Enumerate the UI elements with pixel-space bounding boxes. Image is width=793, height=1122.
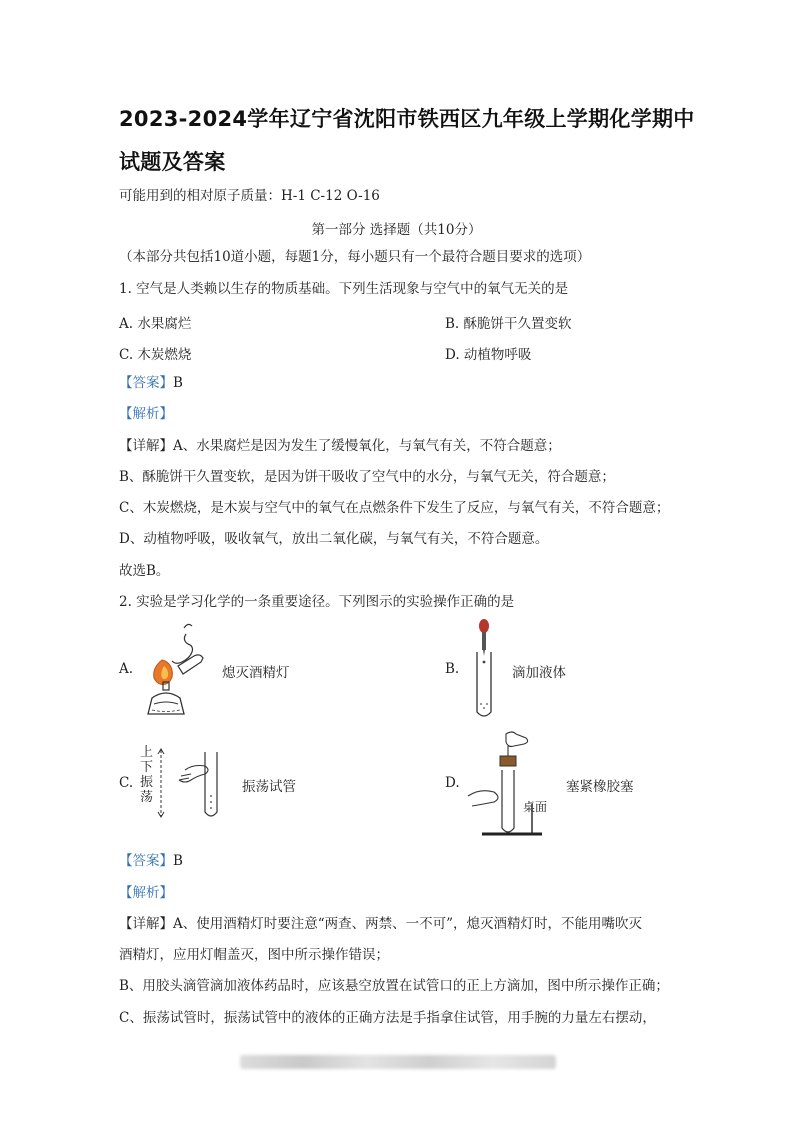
blurred-footer-watermark	[240, 1055, 556, 1069]
q1-option-a: A. 水果腐烂	[119, 316, 192, 332]
q1-analysis-tag: 【解析】	[119, 406, 173, 422]
dropper-tube-figure	[470, 618, 500, 720]
shake-tube-figure	[155, 746, 225, 820]
q2-analysis-tag: 【解析】	[119, 885, 173, 901]
q1-detail-3: C、木炭燃烧，是木炭与空气中的氧气在点燃条件下发生了反应，与氧气有关，不符合题意；	[119, 500, 670, 516]
q2-option-c-label: 振荡试管	[242, 779, 296, 795]
q2-stem: 2. 实验是学习化学的一条重要途径。下列图示的实验操作正确的是	[119, 594, 515, 610]
q1-detail-1: 【详解】A、水果腐烂是因为发生了缓慢氧化，与氧气有关，不符合题意；	[119, 438, 561, 454]
q2-detail-2: 酒精灯，应用灯帽盖灭，图中所示操作错误；	[119, 947, 389, 963]
page-title: 2023-2024学年辽宁省沈阳市铁西区九年级上学期化学期中	[119, 107, 695, 131]
q1-answer	[119, 374, 183, 392]
q2-option-d-label: 塞紧橡胶塞	[566, 779, 634, 795]
q1-conclusion: 故选B。	[119, 563, 170, 579]
shake-direction-label	[140, 745, 156, 805]
q2-answer	[119, 852, 183, 870]
q1-option-d: D. 动植物呼吸	[445, 347, 532, 363]
q2-option-d-letter: D.	[445, 775, 460, 791]
shake-label-swing: 荡	[140, 790, 154, 805]
q2-detail-1: 【详解】A、使用酒精灯时要注意“两查、两禁、一不可”，熄灭酒精灯时，不能用嘴吹灭	[119, 916, 643, 932]
shake-label-up: 上	[140, 745, 154, 760]
shake-label-vibrate: 振	[140, 775, 154, 790]
answer-value: B	[173, 375, 183, 391]
desk-label: 桌面	[523, 800, 548, 814]
q1-detail-4: D、动植物呼吸，吸收氧气，放出二氧化碳，与氧气有关，不符合题意。	[119, 531, 549, 547]
q2-option-c-letter: C.	[119, 775, 134, 791]
q2-option-b-letter: B.	[445, 661, 460, 677]
answer-value: B	[173, 853, 183, 869]
atomic-mass-note: 可能用到的相对原子质量：H-1 C-12 O-16	[119, 188, 380, 204]
answer-tag: 【答案】	[119, 853, 173, 869]
q1-option-b: B. 酥脆饼干久置变软	[445, 316, 572, 332]
q2-option-b-label: 滴加液体	[512, 665, 566, 681]
q1-option-c: C. 木炭燃烧	[119, 347, 192, 363]
answer-tag: 【答案】	[119, 375, 173, 391]
section-note: （本部分共包括10道小题，每题1分，每小题只有一个最符合题目要求的选项）	[119, 249, 591, 265]
shake-label-down: 下	[140, 760, 154, 775]
page-title-continued: 试题及答案	[119, 150, 226, 174]
q2-option-a-letter: A.	[119, 661, 134, 677]
q2-option-a-label: 熄灭酒精灯	[222, 665, 290, 681]
q1-stem: 1. 空气是人类赖以生存的物质基础。下列生活现象与空气中的氧气无关的是	[119, 281, 569, 297]
q2-detail-3: B、用胶头滴管滴加液体药品时，应该悬空放置在试管口的正上方滴加，图中所示操作正确；	[119, 978, 669, 994]
stopper-tube-figure	[462, 730, 557, 840]
section-title: 第一部分 选择题（共10分）	[311, 222, 482, 238]
q1-detail-2: B、酥脆饼干久置变软，是因为饼干吸收了空气中的水分，与氧气无关，符合题意；	[119, 469, 615, 485]
alcohol-lamp-figure	[136, 620, 216, 718]
q2-detail-4: C、振荡试管时，振荡试管中的液体的正确方法是手指拿住试管，用手腕的力量左右摆动，	[119, 1010, 656, 1026]
